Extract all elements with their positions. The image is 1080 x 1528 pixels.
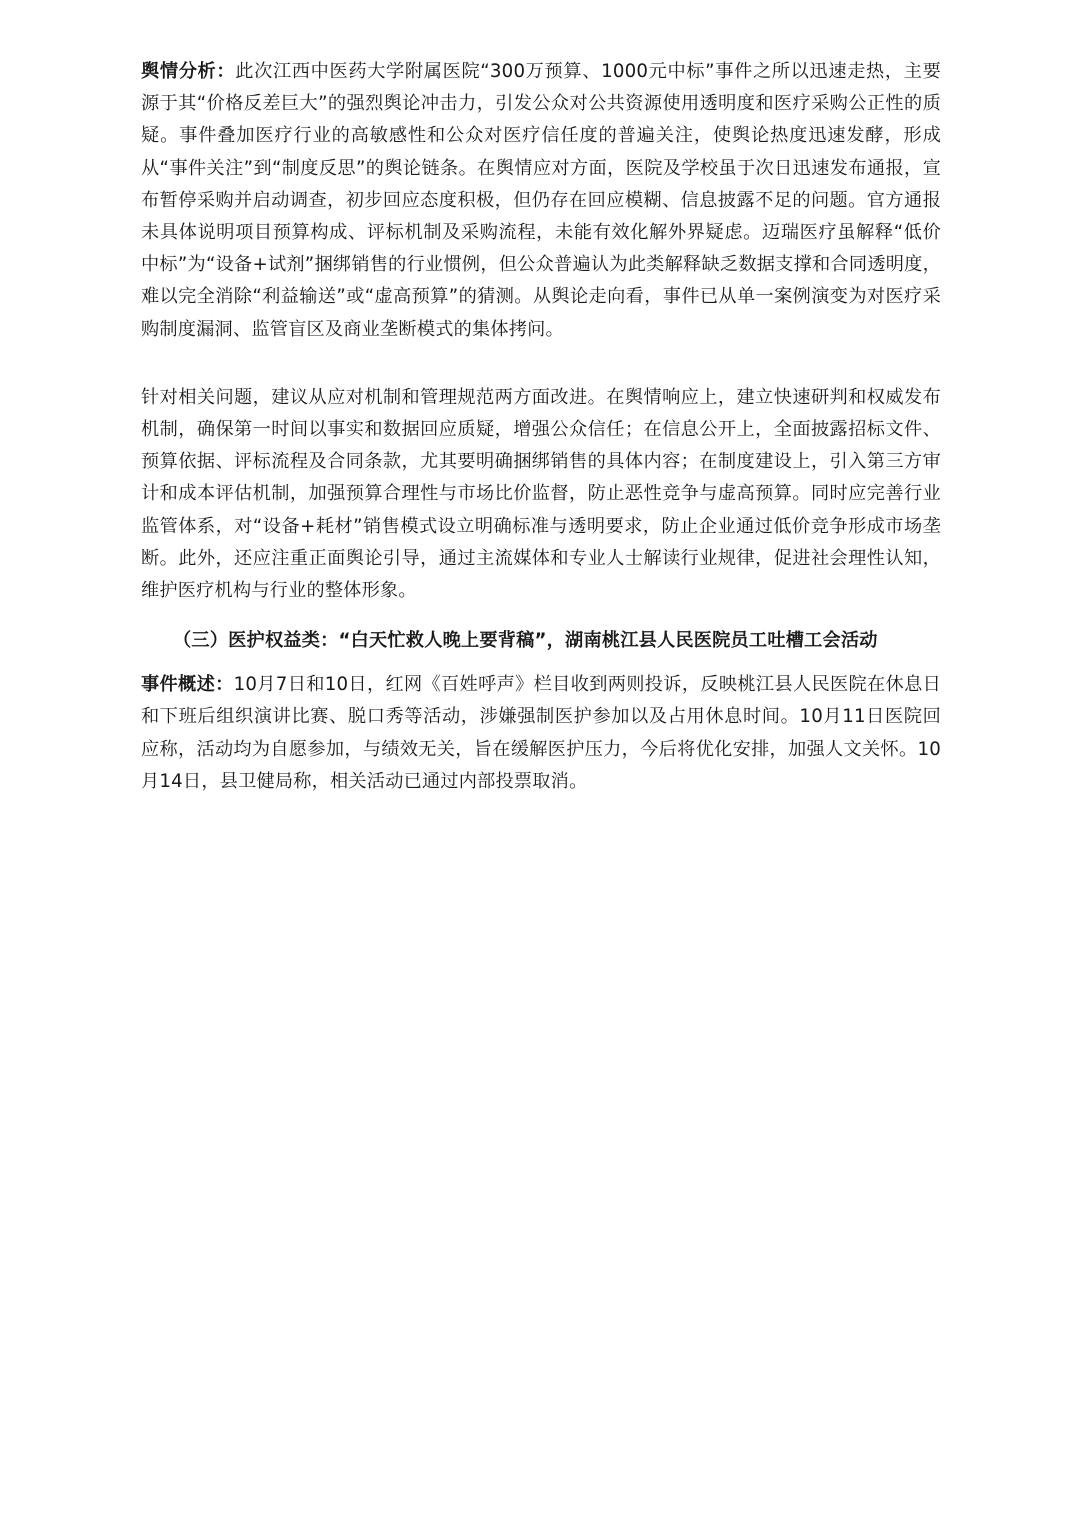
opinion-analysis-text: 此次江西中医药大学附属医院“300万预算、1000元中标”事件之所以迅速走热，主要源于其“价格反差巨大”的强烈舆论冲击力，引发公众对公共资源使用透明度和医疗采购公正性的质疑。事件叠加医疗行业的高敏感性和公众对医疗信任度的普遍关注，使舆论热度迅速发酵，形成从“事件关注”到“制度反思”的舆论链条。在舆情应对方面，医院及学校虽于次日迅速发布通报，宣布暂停采购并启动调查，初步回应态度积极，但仍存在回应模糊、信息披露不足的问题。官方通报未具体说明项目预算构成、评标机制及采购流程，未能有效化解外界疑虑。迈瑞医疗虽解释“低价中标”为“设备+试剂”捆绑销售的行业惯例，但公众普遍认为此类解释缺乏数据支撑和合同透明度，难以完全消除“利益输送”或“虚高预算”的猜测。从舆论走向看，事件已从单一案例演变为对医疗采购制度漏洞、监管盲区及商业垄断模式的集体拷问。 — [141, 61, 941, 340]
paragraph-spacer — [141, 607, 941, 625]
event-overview-label: 事件概述： — [141, 674, 234, 696]
opinion-analysis-label: 舆情分析： — [141, 61, 236, 82]
paragraph-spacer — [141, 657, 941, 669]
event-overview-text: 10月7日和10日，红网《百姓呼声》栏目收到两则投诉，反映桃江县人民医院在休息日和下班后组织演讲比赛、脱口秀等活动，涉嫌强制医护参加以及占用休息时间。10月11日医院回应称，活动均为自愿参加，与绩效无关，旨在缓解医护压力，今后将优化安排，加强人文关怀。10月14日，县卫健局称，相关活动已通过内部投票取消。 — [141, 674, 941, 792]
document-body — [141, 56, 941, 798]
paragraph-spacer — [141, 346, 941, 382]
event-overview-paragraph — [141, 669, 941, 798]
section-heading: （三）医护权益类：“白天忙救人晚上要背稿”，湖南桃江县人民医院员工吐槽工会活动 — [173, 630, 878, 652]
opinion-analysis-paragraph — [141, 56, 941, 346]
recommendation-paragraph: 针对相关问题，建议从应对机制和管理规范两方面改进。在舆情响应上，建立快速研判和权威发布机制，确保第一时间以事实和数据回应质疑，增强公众信任；在信息公开上，全面披露招标文件、预算依据、评标流程及合同条款，尤其要明确捆绑销售的具体内容；在制度建设上，引入第三方审计和成本评估机制，加强预算合理性与市场比价监督，防止恶性竞争与虚高预算。同时应完善行业监管体系，对“设备+耗材”销售模式设立明确标准与透明要求，防止企业通过低价竞争形成市场垄断。此外，还应注重正面舆论引导，通过主流媒体和专业人士解读行业规律，促进社会理性认知，维护医疗机构与行业的整体形象。 — [141, 386, 941, 602]
